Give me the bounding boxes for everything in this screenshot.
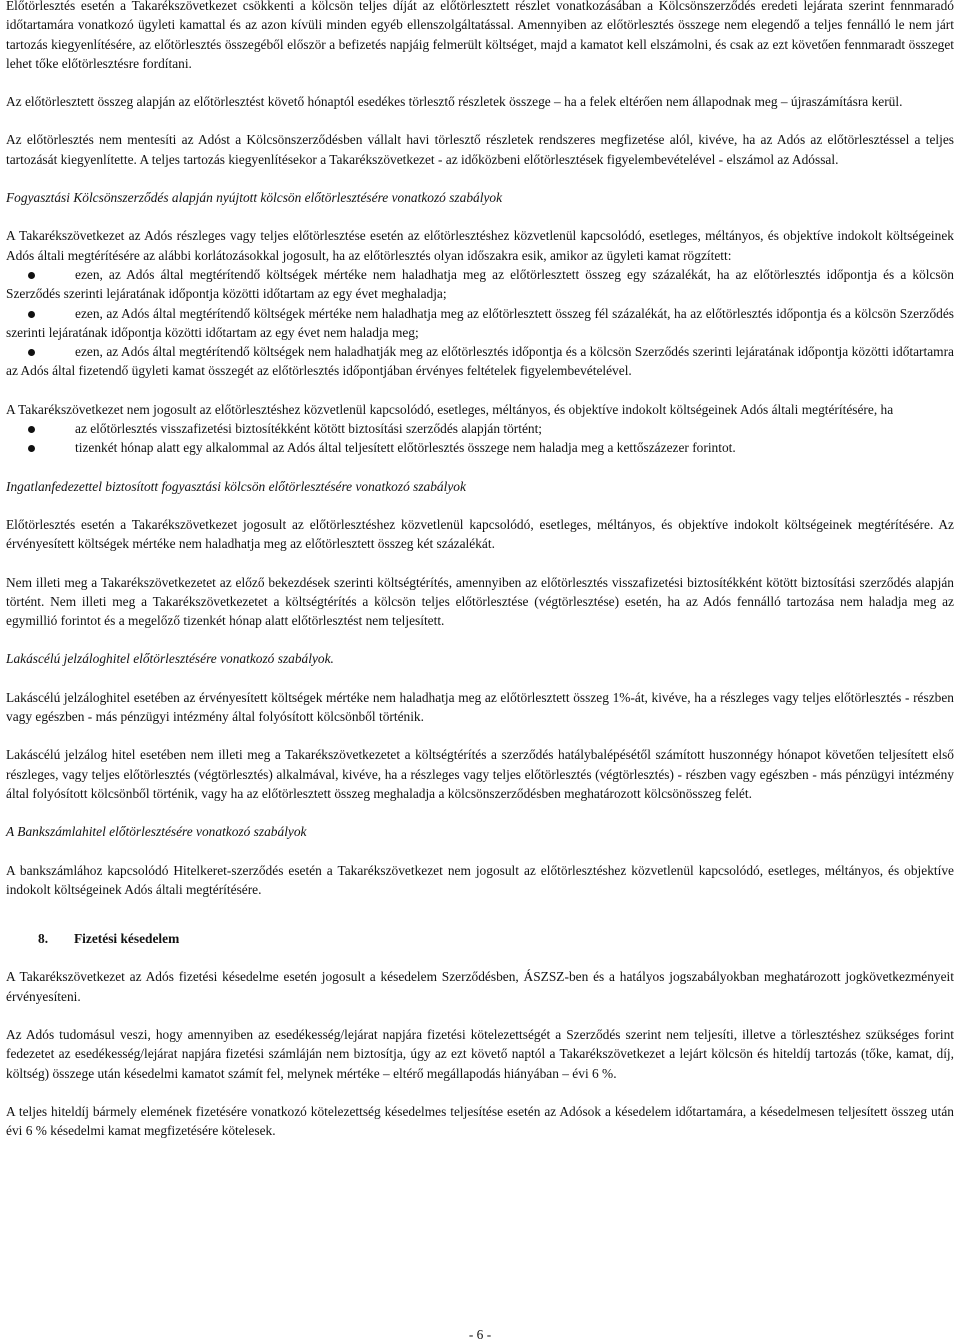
list-item: az előtörlesztés visszafizetési biztosítékként kötött biztosítási szerződés alapján történt; bbox=[6, 419, 954, 438]
list-item: ezen, az Adós által megtérítendő költségek mértéke nem haladhatja meg az előtörlesztett összeg fél százalékát, ha az előtörlesztés időpontja és a kölcsön Szerződés szerinti lejáratának időpontja közötti időtartam az egy évet nem haladja meg; bbox=[6, 305, 954, 340]
paragraph-real-estate-costs: Előtörlesztés esetén a Takarékszövetkezet jogosult az előtörlesztéshez közvetlenül kapcsolódó, esetleges, méltányos, és objektíve indokolt költségeinek megtérítésére. Az érvényesített költségek mértéke nem haladhatja meg az előtörlesztett összeg két százalékát. bbox=[6, 516, 954, 552]
paragraph-delay-consequences: A Takarékszövetkezet az Adós fizetési késedelme esetén jogosult a késedelem Szerződésben, ÁSZSZ-ben és a hatályos jogszabályokban meghatározott jogkövetkezményeit érvényesíteni. bbox=[6, 969, 954, 1004]
paragraph-cost-reimbursement-intro: A Takarékszövetkezet az Adós részleges vagy teljes előtörlesztése esetén az előtörlesztéshez közvetlenül kapcsolódó, esetleges, méltányos, és objektíve indokolt költségeinek Adós általi megtérítésére az alábbi korlátozásokkal jogosult, ha az előtörlesztés olyan időszakra esik, amikor az ügyleti kamat rögzített: bbox=[6, 228, 954, 263]
paragraph-installment-recalculation: Az előtörlesztett összeg alapján az előtörlesztést követő hónaptól esedékes törlesztő részletek összege – ha a felek eltérően nem állapodnak meg – újraszámításra kerül. bbox=[6, 94, 903, 110]
bullet-icon bbox=[28, 445, 35, 452]
paragraph-late-interest: Az Adós tudomásul veszi, hogy amennyiben az esedékesség/lejárat napjára fizetési kötelezettségét a Szerződés szerint nem teljesíti, illetve a törlesztéshez szükséges forint fedezetet az esedékesség/lejárat napjára fizetési számláján nem biztosítja, úgy az ezt követő naptól a Takarékszövetkezet a lejárt kölcsön és hiteldíj tartozás (tőke, kamat, díj, költség) összege után késedelmi kamatot számít fel, melynek mértéke – eltérő megállapodás hiányában – évi 6 %. bbox=[6, 1026, 954, 1081]
paragraph-prepayment-reduction: Előtörlesztés esetén a Takarékszövetkezet csökkenti a kölcsön teljes díját az előtörlesztett részlet vonatkozásában a Kölcsönszerződés eredeti lejárata szerint fennmaradó időtartamára vonatkozó ügyleti kamattal és az azon kívüli minden egyéb ellenszolgáltatással. Amennyiben az előtörlesztés összege nem elegendő a teljes fennálló le nem járt tartozás kiegyenlítésére, az előtörlesztés összegéből először a befizetés napjáig felmerült költséget, majd a kamatot kell elszámolni, és csak az ezt követően fennmaradt összeget lehet tőke előtörlesztésre fordítani. bbox=[6, 0, 954, 71]
list-item: ezen, az Adós által megtérítendő költségek nem haladhatják meg az előtörlesztés időpontja és a kölcsön Szerződés szerinti lejáratának időpontja közötti időtartamra az Adós által fizetendő ügyleti kamat összegét az előtörlesztés időpontjában érvényes feltételek figyelembevételével. bbox=[6, 344, 954, 379]
bullet-icon bbox=[28, 311, 35, 318]
heading-consumer-loan-rules: Fogyasztási Kölcsönszerződés alapján nyújtott kölcsön előtörlesztésére vonatkozó szabályok bbox=[6, 190, 503, 206]
section-title: Fizetési késedelem bbox=[74, 931, 180, 947]
heading-real-estate-loan-rules: Ingatlanfedezettel biztosított fogyasztási kölcsön előtörlesztésére vonatkozó szabályok bbox=[6, 478, 466, 494]
paragraph-mortgage-exemption: Lakáscélú jelzálog hitel esetében nem illeti meg a Takarékszövetkezetet a költségtérítés a szerződés hatálybalépésétől számított huszonnégy hónapot követően teljesített első részleges, vagy teljes előtörlesztés (végtörlesztés) alkalmával, kivéve, ha a részleges vagy teljes előtörlesztés (végtörlesztés) - részben vagy egészben - más pénzügyi intézmény által folyósított kölcsönből történik, vagy ha az előtörlesztett összeg meghaladja a kölcsönszerződésben meghatározott kölcsönösszeg felét. bbox=[6, 747, 954, 801]
paragraph-no-exemption: Az előtörlesztés nem mentesíti az Adóst a Kölcsönszerződésben vállalt havi törlesztő részletek rendszeres megfizetése alól, kivéve, ha az Adós az előtörlesztéssel a teljes tartozását kiegyenlítette. A teljes tartozás kiegyenlítésekor a Takarékszövetkezet - az időközbeni előtörlesztések figyelembevételével - elszámol az Adóssal. bbox=[6, 132, 954, 167]
document-page bbox=[6, 0, 954, 1159]
section-number: 8. bbox=[38, 931, 49, 947]
paragraph-late-interest-fees: A teljes hiteldíj bármely elemének fizetésére vonatkozó kötelezettség késedelmes teljesítése esetén az Adósok a késedelem időtartamára, a késedelmesen teljesített összeg után évi 6 % késedelmi kamat megfizetésére kötelesek. bbox=[6, 1103, 954, 1139]
cost-limit-list bbox=[6, 265, 954, 381]
section-heading-payment-delay bbox=[38, 929, 954, 948]
heading-mortgage-loan-rules: Lakáscélú jelzáloghitel előtörlesztésére vonatkozó szabályok. bbox=[6, 651, 334, 667]
list-item: tizenkét hónap alatt egy alkalommal az Adós által teljesített előtörlesztés összege nem haladja meg a kettőszázezer forintot. bbox=[6, 438, 954, 457]
exemption-list bbox=[6, 419, 954, 458]
page-number: - 6 - bbox=[468, 1327, 492, 1342]
bullet-icon bbox=[28, 272, 35, 279]
heading-overdraft-rules: A Bankszámlahitel előtörlesztésére vonatkozó szabályok bbox=[6, 824, 307, 840]
paragraph-real-estate-exemption: Nem illeti meg a Takarékszövetkezetet az előző bekezdések szerinti költségtérítés, amennyiben az előtörlesztés visszafizetési biztosítékként kötött biztosítási szerződés alapján történt. Nem illeti meg a Takarékszövetkezetet a költségtérítés a kölcsön teljes előtörlesztése (végtörlesztése) esetén, ha az Adós fennálló tartozása nem haladja meg az egymillió forintot és a megelőző tizenkét hónap alatt előtörlesztést nem teljesített. bbox=[6, 574, 954, 629]
paragraph-not-entitled-intro: A Takarékszövetkezet nem jogosult az előtörlesztéshez közvetlenül kapcsolódó, esetleges, méltányos, és objektíve indokolt költségeinek Adós általi megtérítésére, ha bbox=[6, 401, 894, 417]
section-no-cost-reimbursement bbox=[6, 400, 954, 458]
paragraph-overdraft-costs: A bankszámlához kapcsolódó Hitelkeret-szerződés esetén a Takarékszövetkezet nem jogosult az előtörlesztéshez közvetlenül kapcsolódó, esetleges, méltányos, és objektíve indokolt költségeinek Adós általi megtérítésére. bbox=[6, 862, 954, 897]
section-consumer-loan-costs bbox=[6, 226, 954, 380]
bullet-icon bbox=[28, 426, 35, 433]
list-item: ezen, az Adós által megtérítendő költségek mértéke nem haladhatja meg az előtörlesztett összeg egy százalékát, ha az előtörlesztés időpontja és a kölcsön Szerződés szerinti lejáratának időpontja közötti időtartam az egy évet meghaladja; bbox=[6, 266, 954, 302]
paragraph-mortgage-costs: Lakáscélú jelzáloghitel esetében az érvényesített költségek mértéke nem haladhatja meg az előtörlesztett összeg 1%-át, kivéve, ha a részleges vagy teljes előtörlesztés - részben vagy egészben - más pénzügyi intézmény által folyósított kölcsönből történik. bbox=[6, 689, 954, 725]
bullet-icon bbox=[28, 349, 35, 356]
